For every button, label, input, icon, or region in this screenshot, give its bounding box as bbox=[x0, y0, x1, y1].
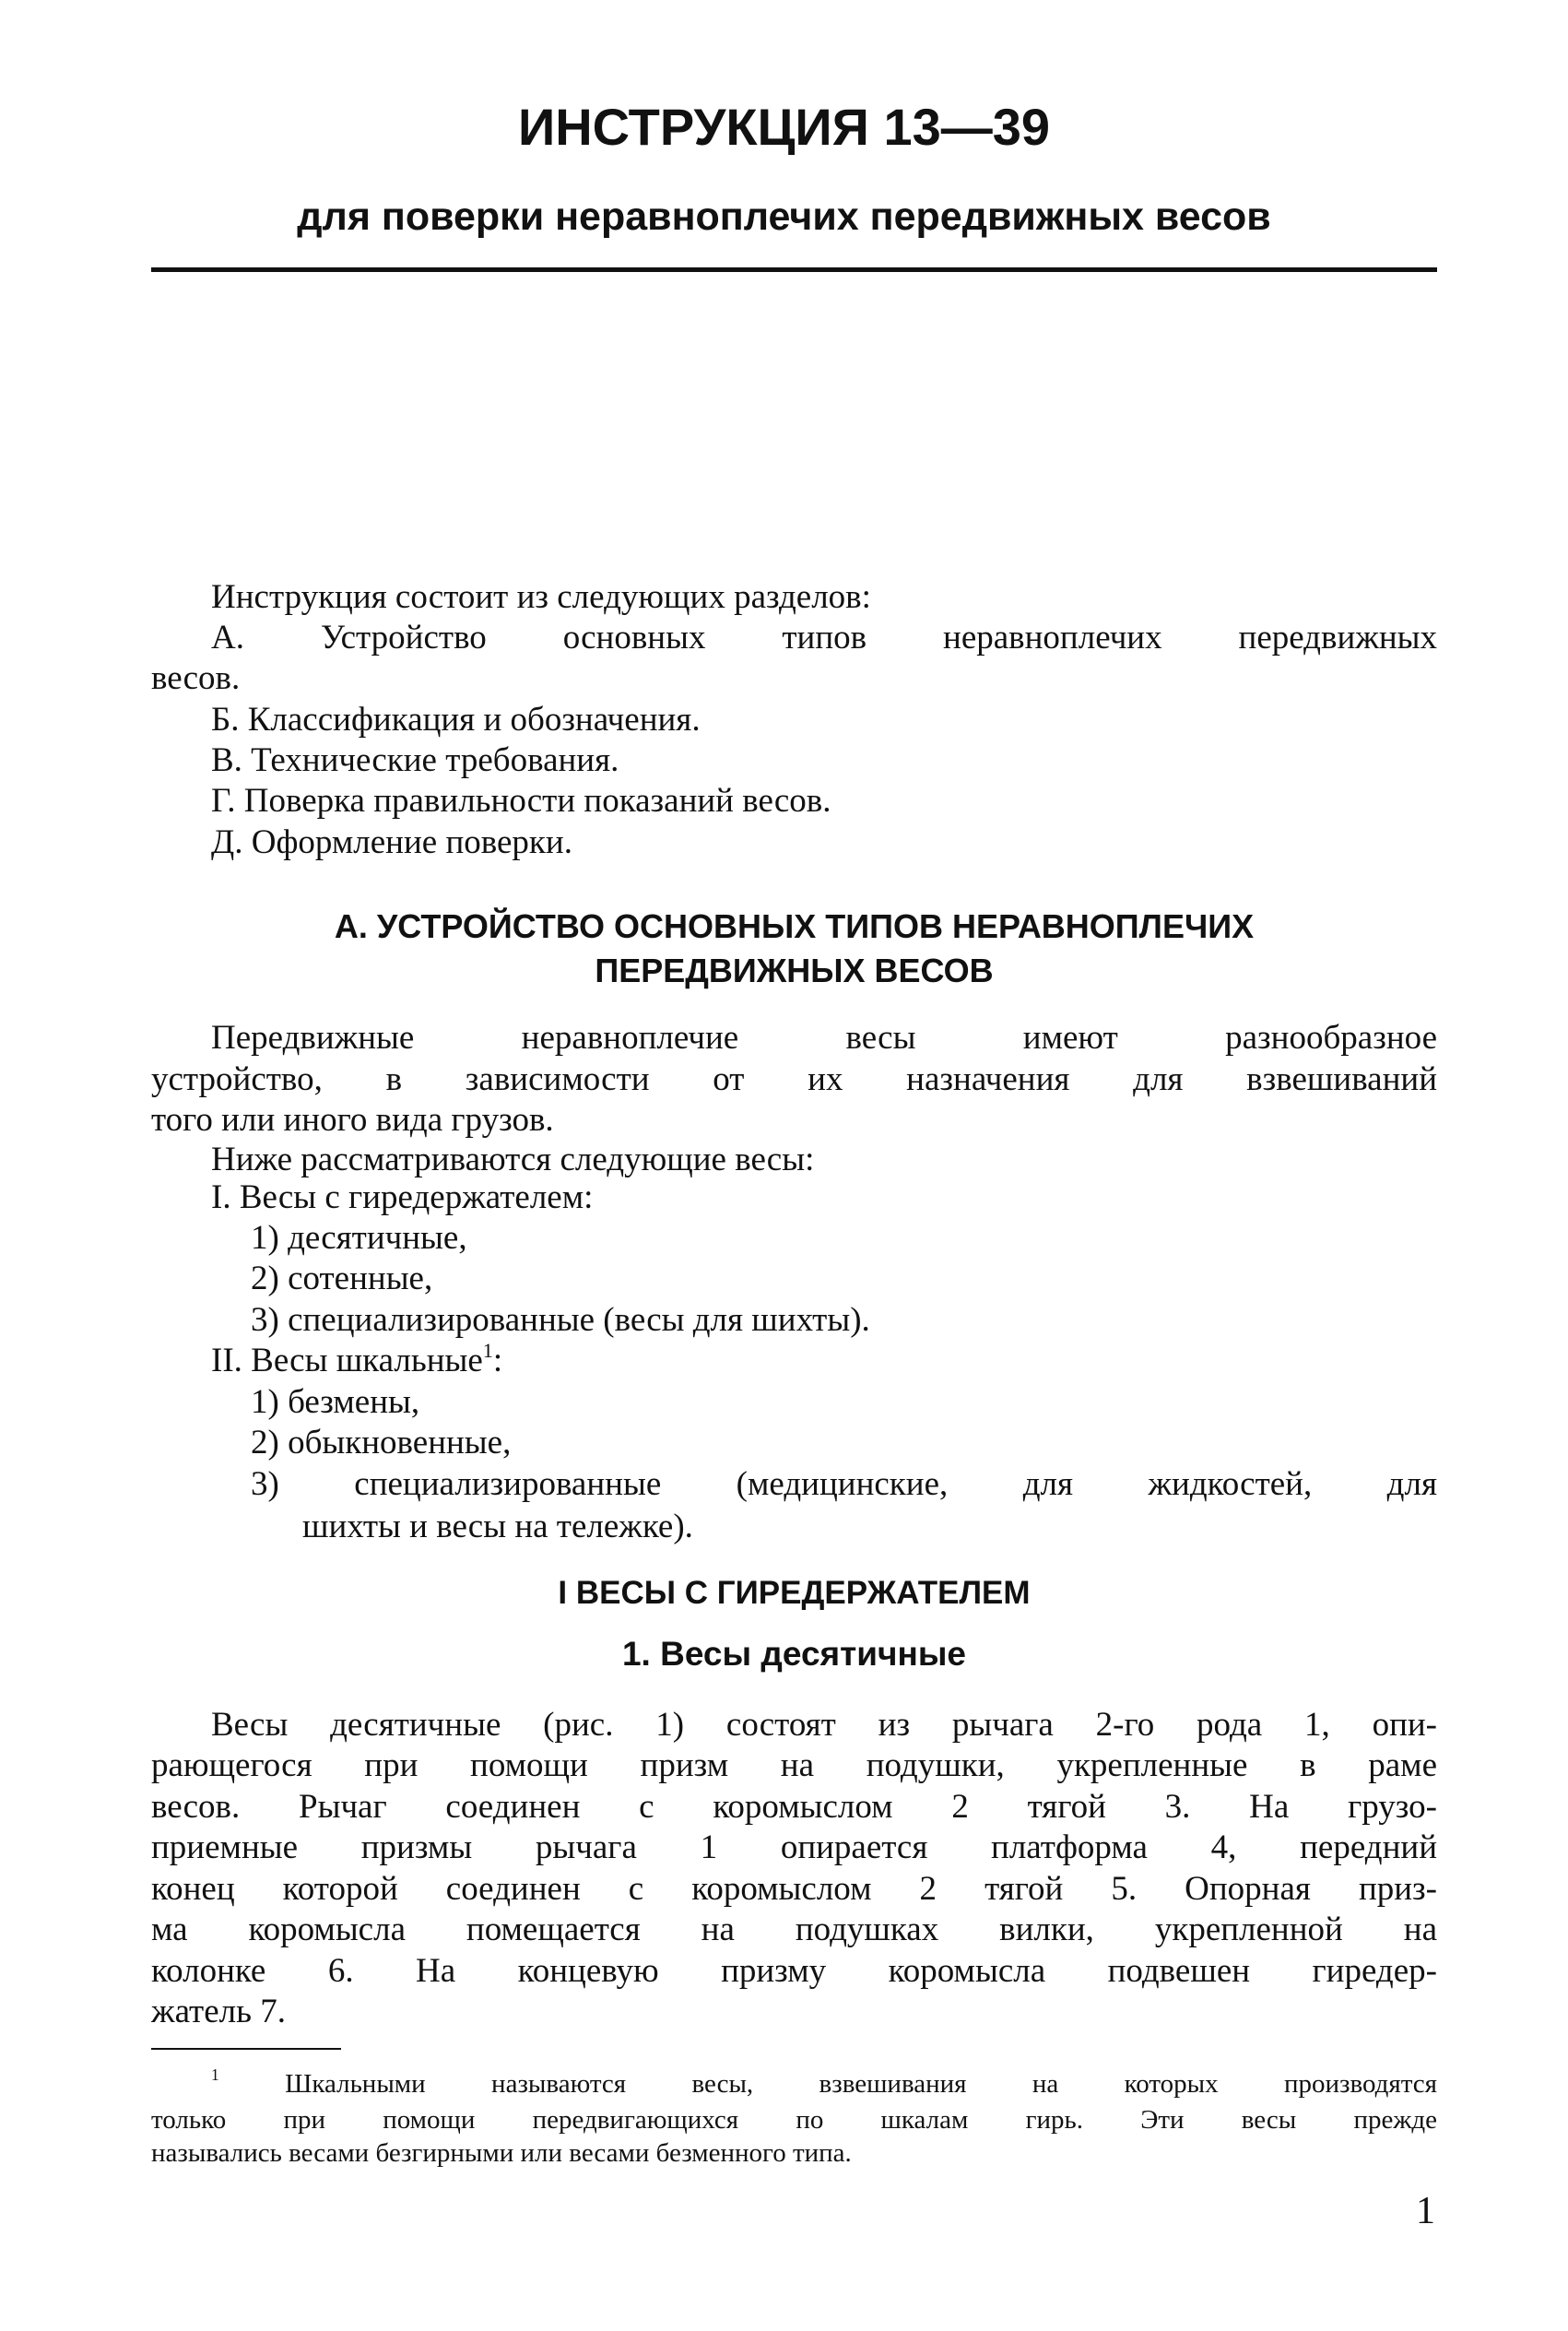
list-item: 1) десятичные, bbox=[251, 1219, 467, 1257]
footnote-ref[interactable]: 1 bbox=[482, 1339, 493, 1362]
paragraph-line: жатель 7. bbox=[151, 1993, 286, 2030]
list-group-2-colon: : bbox=[492, 1342, 503, 1379]
contents-item-d: Д. Оформление поверки. bbox=[211, 823, 572, 861]
footnote-text: Шкальными называются весы, взвешивания на которых производятся bbox=[285, 2069, 1437, 2099]
list-group-1: I. Весы с гиредержателем: bbox=[211, 1178, 594, 1216]
paragraph-line: конец которой соединен с коромыслом 2 тягой 5. Опорная приз- bbox=[151, 1870, 1437, 1908]
section-i-subheading: 1. Весы десятичные bbox=[621, 1635, 967, 1673]
list-item: 1) безмены, bbox=[251, 1383, 420, 1421]
section-i-heading: I ВЕСЫ С ГИРЕДЕРЖАТЕЛЕМ bbox=[558, 1575, 1031, 1611]
section-a-heading: А. УСТРОЙСТВО ОСНОВНЫХ ТИПОВ НЕРАВНОПЛЕЧИХ bbox=[334, 907, 1255, 945]
contents-item-g: Г. Поверка правильности показаний весов. bbox=[211, 782, 831, 820]
contents-item-v: В. Технические требования. bbox=[211, 741, 619, 779]
list-group-2 bbox=[211, 1341, 502, 1381]
contents-item-a-cont: весов. bbox=[151, 659, 241, 697]
paragraph-line: устройство, в зависимости от их назначения для взвешиваний bbox=[151, 1060, 1437, 1098]
paragraph-line: ма коромысла помещается на подушках вилки, укрепленной на bbox=[151, 1911, 1437, 1948]
list-group-2-label: II. Весы шкальные bbox=[211, 1342, 483, 1379]
page-subtitle: для поверки неравноплечих передвижных весов bbox=[297, 195, 1271, 239]
title-divider bbox=[151, 267, 1437, 272]
list-intro: Ниже рассматриваются следующие весы: bbox=[211, 1141, 815, 1178]
paragraph-line: колонке 6. На концевую призму коромысла подвешен гиредер- bbox=[151, 1952, 1437, 1990]
list-item: 2) обыкновенные, bbox=[251, 1424, 512, 1461]
paragraph-line: Передвижные неравноплечие весы имеют разнообразное bbox=[211, 1019, 1437, 1057]
paragraph-line: Весы десятичные (рис. 1) состоят из рычага 2-го рода 1, опи- bbox=[211, 1706, 1437, 1744]
paragraph-line: рающегося при помощи призм на подушки, укрепленные в раме bbox=[151, 1746, 1437, 1784]
list-item: 3) специализированные (медицинские, для жидкостей, для bbox=[251, 1465, 1437, 1503]
paragraph-line: приемные призмы рычага 1 опирается платформа 4, передний bbox=[151, 1828, 1437, 1866]
contents-intro: Инструкция состоит из следующих разделов: bbox=[211, 578, 871, 616]
contents-item-b: Б. Классификация и обозначения. bbox=[211, 701, 701, 739]
page-number: 1 bbox=[1416, 2190, 1435, 2232]
footnote-line: назывались весами безгирными или весами безменного типа. bbox=[151, 2138, 852, 2168]
contents-item-a: А. Устройство основных типов неравноплечих передвижных bbox=[211, 619, 1437, 657]
paragraph-line: весов. Рычаг соединен с коромыслом 2 тягой 3. На грузо- bbox=[151, 1788, 1437, 1826]
footnote-line bbox=[211, 2067, 1437, 2100]
section-a-heading-cont: ПЕРЕДВИЖНЫХ ВЕСОВ bbox=[595, 952, 994, 989]
list-item: 2) сотенные, bbox=[251, 1260, 433, 1297]
list-item: 3) специализированные (весы для шихты). bbox=[251, 1301, 870, 1339]
footnote-mark: 1 bbox=[211, 2067, 219, 2084]
list-item-cont: шихты и весы на тележке). bbox=[302, 1508, 693, 1545]
footnote-line: только при помощи передвигающихся по шкалам гирь. Эти весы прежде bbox=[151, 2105, 1437, 2135]
footnote-divider bbox=[151, 2048, 341, 2050]
paragraph-line: того или иного вида грузов. bbox=[151, 1101, 554, 1139]
page-title: ИНСТРУКЦИЯ 13—39 bbox=[517, 98, 1051, 156]
